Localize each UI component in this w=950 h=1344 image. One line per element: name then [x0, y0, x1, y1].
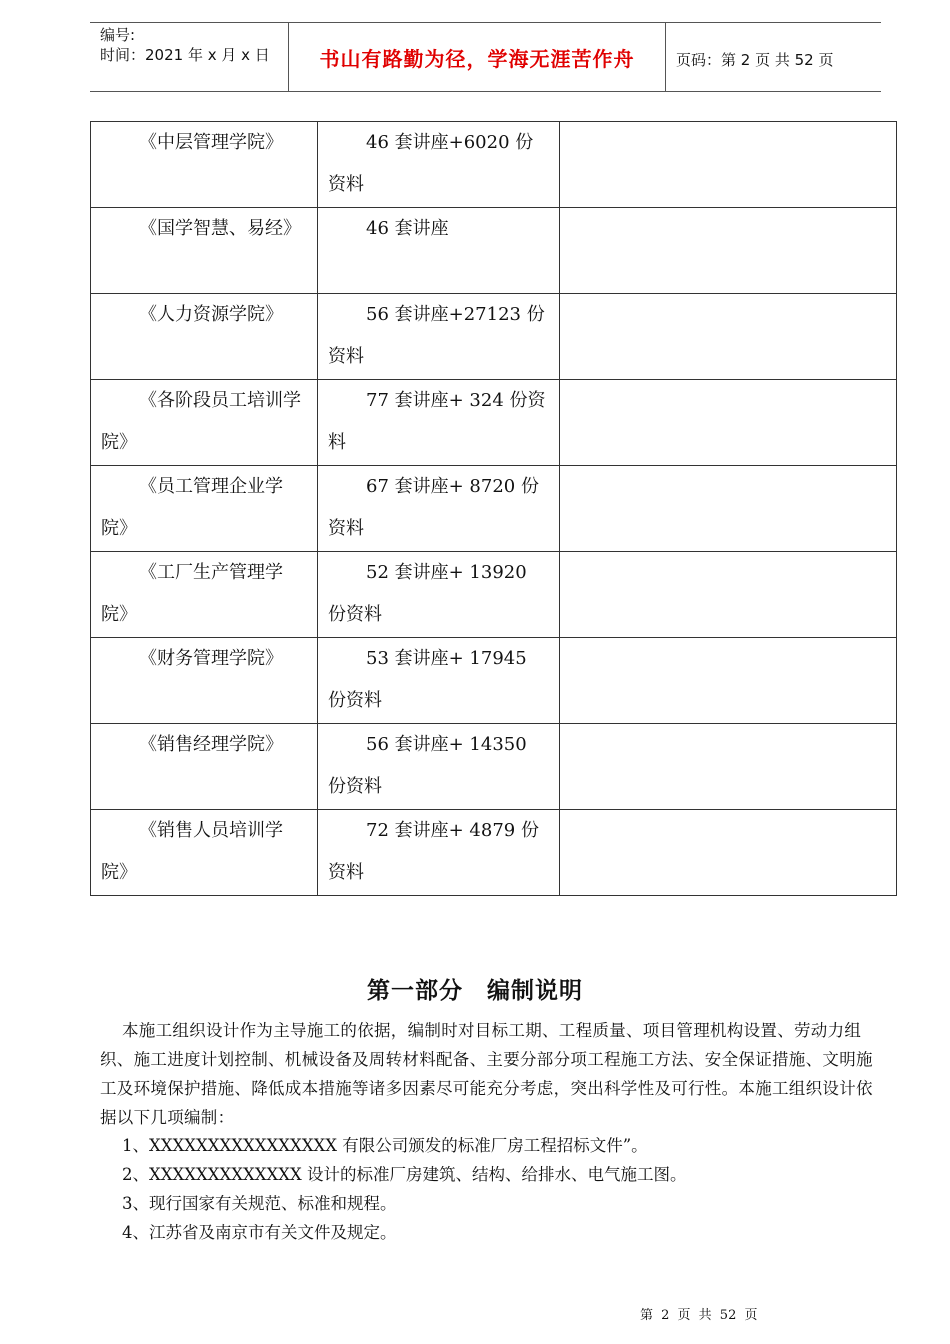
course-content: 56 套讲座+27123 份资料	[328, 304, 545, 367]
table-row	[91, 294, 897, 380]
page-footer: 第 2 页 共 52 页	[640, 1308, 758, 1323]
document-time: 时间：2021 年 x 月 x 日	[100, 46, 270, 64]
list-item: 2、XXXXXXXXXXXXX 设计的标准厂房建筑、结构、给排水、电气施工图。	[122, 1165, 687, 1184]
list-item: 1、XXXXXXXXXXXXXXXX 有限公司颁发的标准厂房工程招标文件”。	[122, 1136, 648, 1155]
header-divider	[665, 23, 666, 91]
course-name: 《中层管理学院》	[139, 132, 283, 153]
course-name: 《工厂生产管理学院》	[101, 562, 283, 625]
section-title-part: 第一部分	[367, 977, 463, 1004]
table-row	[91, 724, 897, 810]
course-table	[90, 121, 897, 896]
list-item: 3、现行国家有关规范、标准和规程。	[122, 1194, 397, 1213]
basis-list	[122, 1131, 686, 1247]
section-title-name: 编制说明	[487, 977, 583, 1004]
course-content: 46 套讲座+6020 份资料	[328, 132, 534, 195]
course-content: 52 套讲座+ 13920 份资料	[328, 562, 527, 625]
course-name: 《员工管理企业学院》	[101, 476, 283, 539]
table-row	[91, 122, 897, 208]
course-content: 72 套讲座+ 4879 份资料	[328, 820, 539, 883]
course-name: 《各阶段员工培训学院》	[101, 390, 301, 453]
section-title	[0, 972, 950, 1005]
table-row	[91, 810, 897, 896]
course-content: 46 套讲座	[366, 218, 449, 239]
table-row	[91, 638, 897, 724]
header-page-info: 页码：第 2 页 共 52 页	[676, 51, 834, 69]
course-name: 《国学智慧、易经》	[139, 218, 301, 239]
course-name: 《销售人员培训学院》	[101, 820, 283, 883]
course-content: 77 套讲座+ 324 份资料	[328, 390, 546, 453]
table-row	[91, 380, 897, 466]
course-content: 56 套讲座+ 14350 份资料	[328, 734, 527, 797]
course-name: 《人力资源学院》	[139, 304, 283, 325]
list-item: 4、江苏省及南京市有关文件及规定。	[122, 1223, 397, 1242]
course-name: 《财务管理学院》	[139, 648, 283, 669]
document-number-label: 编号:	[100, 26, 136, 44]
course-content: 67 套讲座+ 8720 份资料	[328, 476, 539, 539]
table-row	[91, 552, 897, 638]
page-header	[90, 22, 881, 92]
table-row	[91, 466, 897, 552]
table-row	[91, 208, 897, 294]
course-content: 53 套讲座+ 17945 份资料	[328, 648, 527, 711]
header-meta	[100, 25, 270, 65]
header-motto: 书山有路勤为径，学海无涯苦作舟	[319, 47, 635, 71]
intro-paragraph: 本施工组织设计作为主导施工的依据，编制时对目标工期、工程质量、项目管理机构设置、劳动力组织、施工进度计划控制、机械设备及周转材料配备、主要分部分项工程施工方法、安全保证措施、文明施工及环境保护措施、降低成本措施等诸多因素尽可能充分考虑，突出科学性及可行性。本施工组织设计依据以下几项编制：	[100, 1021, 873, 1127]
course-name: 《销售经理学院》	[139, 734, 283, 755]
